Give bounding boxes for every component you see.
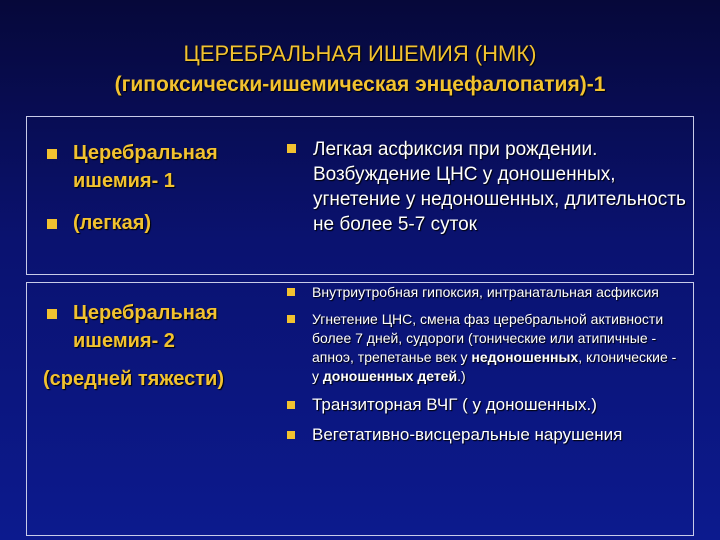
block1-left-item-1: Церебральная ишемия- 1 (47, 139, 267, 195)
title-line-1: ЦЕРЕБРАЛЬНАЯ ИШЕМИЯ (НМК) (183, 41, 537, 66)
block2-left-subtitle: (средней тяжести) (43, 368, 224, 390)
block2-right-item-4: Вегетативно-висцеральные нарушения (287, 424, 687, 446)
block1-right-column (287, 137, 687, 237)
block-ischemia-2 (26, 282, 694, 536)
block-ischemia-1 (26, 116, 694, 275)
block1-left-column (47, 139, 267, 237)
block2-right-item-3: Транзиторная ВЧГ ( у доношенных.) (287, 394, 687, 416)
item2-text-2: , клонические - у (312, 349, 677, 384)
item2-text-1: Угнетение ЦНС, смена фаз церебральной активности более 7 дней, судороги (тонические или атипичные - апноэ, трепетанье век у (312, 311, 664, 365)
title-line-2: (гипоксически-ишемическая энцефалопатия)-1 (114, 73, 606, 96)
block2-right-column (287, 283, 687, 446)
item2-text-3: .) (457, 368, 466, 384)
item2-bold-2: доношенных детей (322, 368, 458, 384)
block2-left-item-1: Церебральная ишемия- 2 (47, 299, 287, 355)
item2-bold-1: недоношенных (471, 349, 579, 365)
block1-right-item-1: Легкая асфиксия при рождении. Возбуждение ЦНС у доношенных, угнетение у недоношенных, длительность не более 5-7 суток (287, 137, 687, 237)
block1-left-item-2: (легкая) (47, 209, 267, 237)
slide-title (0, 38, 720, 100)
block2-right-item-1: Внутриутробная гипоксия, интранатальная асфиксия (287, 283, 687, 302)
block2-right-item-2 (287, 310, 687, 386)
block2-left-column (43, 289, 287, 393)
